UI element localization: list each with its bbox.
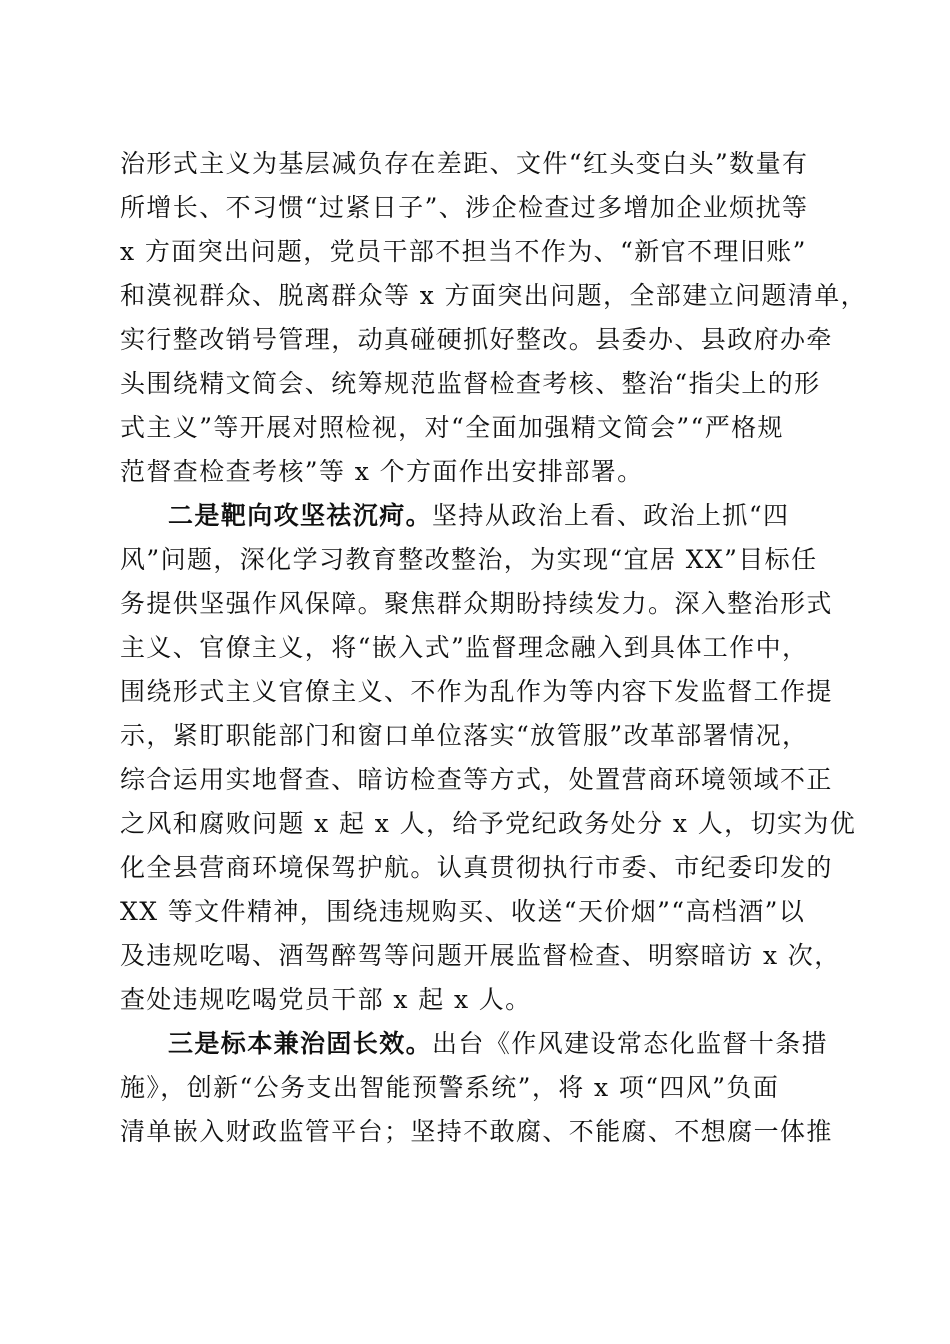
paragraph-first-line-text: 出台《作风建设常态化监督十条措: [432, 1029, 829, 1058]
text-line: x 方面突出问题，党员干部不担当不作为、“新官不理旧账”: [120, 237, 807, 266]
text-line: 务提供坚强作风保障。聚焦群众期盼持续发力。深入整治形式: [120, 589, 833, 618]
text-line: 式主义”等开展对照检视，对“全面加强精文简会”“严格规: [120, 413, 784, 442]
text-line: 施》，创新“公务支出智能预警系统”，将 x 项“四风”负面: [120, 1073, 780, 1102]
paragraph-first-line: [120, 1022, 832, 1066]
paragraph-first-line-text: 坚持从政治上看、政治上抓“四: [432, 501, 790, 530]
text-line: 和漠视群众、脱离群众等 x 方面突出问题，全部建立问题清单，: [120, 281, 867, 310]
text-line: 综合运用实地督查、暗访检查等方式，处置营商环境领域不正: [120, 765, 833, 794]
text-line: 所增长、不习惯“过紧日子”、涉企检查过多增加企业烦扰等: [120, 193, 809, 222]
document-body: [120, 142, 867, 1154]
text-line: 主义、官僚主义，将“嵌入式”监督理念融入到具体工作中，: [120, 633, 809, 662]
paragraph-heading: 三是标本兼治固长效。: [168, 1029, 433, 1058]
text-line: 范督查检查考核”等 x 个方面作出安排部署。: [120, 457, 644, 486]
paragraph-heading: 二是靶向攻坚祛沉疴。: [168, 501, 433, 530]
text-line: 头围绕精文简会、统筹规范监督检查考核、整治“指尖上的形: [120, 369, 821, 398]
paragraph-1: [120, 142, 867, 494]
text-line: 化全县营商环境保驾护航。认真贯彻执行市委、市纪委印发的: [120, 853, 833, 882]
text-line: 风”问题，深化学习教育整改整治，为实现“宜居 XX”目标任: [120, 545, 818, 574]
text-line: 治形式主义为基层减负存在差距、文件“红头变白头”数量有: [120, 149, 809, 178]
text-line: XX 等文件精神，围绕违规购买、收送“天价烟”“高档酒”以: [120, 897, 806, 926]
text-line: 及违规吃喝、酒驾醉驾等问题开展监督检查、明察暗访 x 次，: [120, 941, 841, 970]
paragraph-first-line: [120, 494, 832, 538]
paragraph-2: [120, 494, 857, 1022]
text-line: 清单嵌入财政监管平台；坚持不敢腐、不能腐、不想腐一体推: [120, 1117, 833, 1146]
text-line: 围绕形式主义官僚主义、不作为乱作为等内容下发监督工作提: [120, 677, 833, 706]
paragraph-3: [120, 1022, 832, 1154]
text-line: 查处违规吃喝党员干部 x 起 x 人。: [120, 985, 532, 1014]
text-line: 实行整改销号管理，动真碰硬抓好整改。县委办、县政府办牵: [120, 325, 833, 354]
text-line: 示，紧盯职能部门和窗口单位落实“放管服”改革部署情况，: [120, 721, 809, 750]
text-line: 之风和腐败问题 x 起 x 人，给予党纪政务处分 x 人，切实为优: [120, 809, 857, 838]
